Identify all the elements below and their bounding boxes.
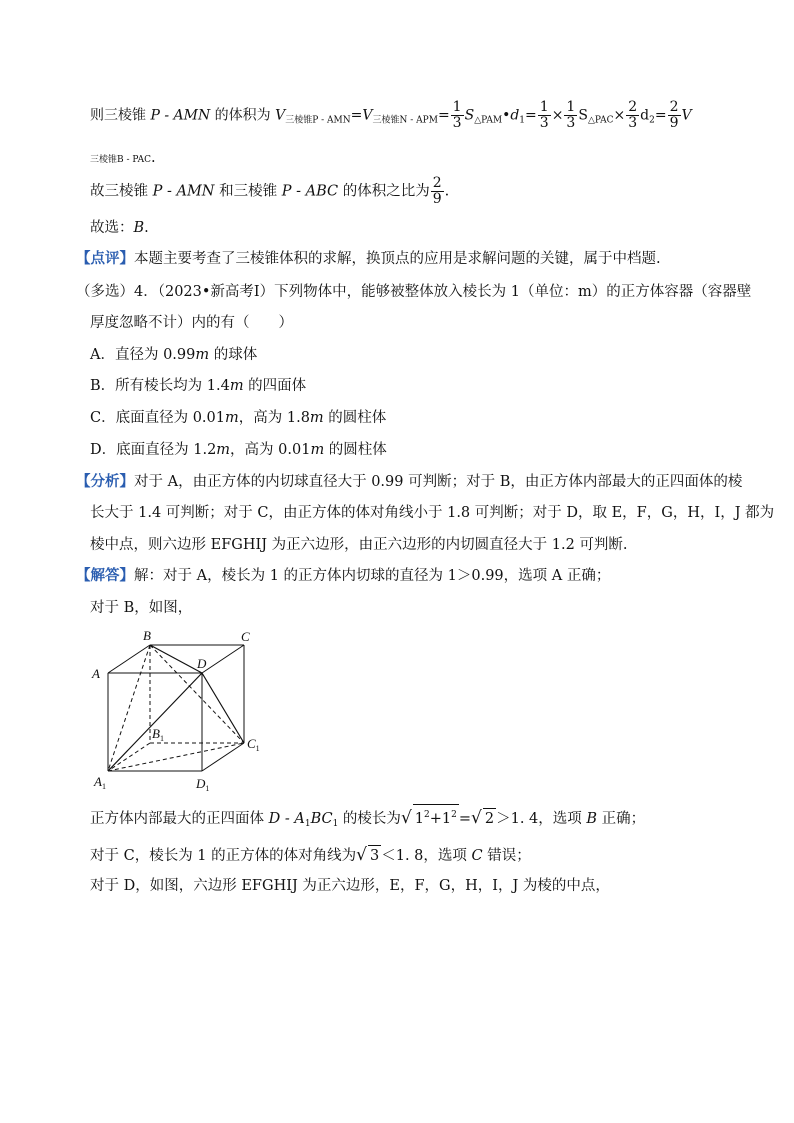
text: •: [502, 107, 511, 124]
text: A: [94, 774, 102, 789]
text: d: [640, 107, 650, 124]
text: 1: [159, 734, 164, 743]
text: 1: [205, 784, 210, 793]
text: BC: [310, 810, 333, 827]
text: P - AMN: [152, 183, 215, 200]
text: 2: [628, 99, 638, 115]
text: C: [471, 848, 483, 864]
text: =: [458, 810, 472, 827]
text: 和三棱锥: [214, 183, 282, 200]
text: D．底面直径为 1.2: [90, 442, 217, 458]
text: 则三棱锥: [90, 107, 151, 124]
text: 2: [669, 99, 679, 115]
text: 的圆柱体: [323, 410, 387, 426]
ratio-line: [90, 176, 449, 207]
fraction: [626, 100, 639, 131]
text: 对于 D，如图，六边形 EFGHIJ 为正六边形，E，F，G，H，I，J 为棱的中点，: [90, 878, 610, 894]
text: 的棱长为: [338, 810, 401, 827]
text: d: [510, 107, 520, 124]
analysis-tag: 【分析】: [76, 474, 134, 490]
text: D - A: [268, 810, 305, 827]
solution-line-2: [90, 598, 192, 618]
option-c-analysis-line: [90, 845, 531, 866]
text: ，高为 1.8: [238, 410, 310, 426]
text: 2: [451, 810, 457, 820]
text: 2: [649, 115, 655, 126]
label-c1: [247, 736, 260, 753]
text: .: [444, 183, 450, 200]
vertex-labels: [91, 628, 260, 793]
text: 三棱锥N - APM: [372, 115, 438, 126]
option-a: [90, 345, 257, 365]
option-c: [90, 408, 386, 428]
label-b1: [152, 726, 164, 743]
text: 1: [332, 818, 339, 829]
sqrt-body: 3: [368, 845, 381, 866]
fraction: [431, 176, 444, 207]
fraction: [564, 100, 577, 131]
label-d: D: [197, 656, 207, 671]
text: ＞1. 4，选项: [496, 810, 587, 827]
text: 棱中点，则六边形 EFGHIJ 为正六边形，由正六边形的内切圆直径大于 1.2 可判断.: [90, 537, 628, 553]
question-line-1: [76, 282, 751, 302]
text: 2: [424, 810, 430, 820]
text: 3: [566, 115, 576, 131]
text: 对于 A，由正方体的内切球直径大于 0.99 可判断；对于 B，由正方体内部最大的正四面体的棱: [134, 474, 743, 490]
text: S: [464, 107, 475, 124]
text: ×: [551, 107, 564, 124]
text: 9: [669, 115, 679, 131]
text: =: [525, 107, 537, 124]
text: 1: [414, 810, 425, 827]
comment-tag: 【点评】: [76, 251, 134, 267]
sqrt-body: [413, 804, 459, 829]
text: 本题主要考查了三棱锥体积的求解，换顶点的应用是求解问题的关键，属于中档题.: [134, 251, 661, 267]
text: 对于 B，如图，: [90, 600, 193, 616]
text: m: [309, 410, 324, 426]
text: m: [216, 442, 231, 458]
text: 的球体: [209, 347, 258, 363]
text: 9: [432, 191, 442, 207]
comment-line: [76, 249, 661, 269]
text: C: [247, 736, 256, 751]
fraction: [451, 100, 464, 131]
solution-line-1: [76, 566, 610, 586]
text: 厚度忽略不计）内的有（ ）: [90, 315, 293, 331]
text: △PAC: [587, 115, 614, 126]
answer-line: [90, 218, 149, 238]
text: B．所有棱长均为 1.4: [90, 378, 230, 394]
sqrt-sign: √: [356, 845, 367, 865]
text: 长大于 1.4 可判断；对于 C，由正方体的体对角线小于 1.8 可判断；对于 D，取 E，F，G，H，I，J 都为: [90, 505, 775, 521]
text: 的体积为: [210, 107, 276, 124]
text: P - AMN: [150, 107, 211, 124]
text: =: [654, 107, 667, 124]
text: △PAM: [474, 115, 503, 126]
text: 错误；: [482, 848, 531, 864]
text: m: [310, 442, 325, 458]
text: P - ABC: [281, 183, 339, 200]
text: 三棱锥P - AMN: [285, 115, 351, 126]
text: m: [225, 410, 239, 426]
text: 三棱锥B - PAC: [90, 155, 151, 165]
text: 1: [519, 115, 526, 126]
analysis-line-2: [90, 503, 774, 523]
text: 1: [452, 99, 462, 115]
option-d: [90, 440, 387, 460]
fraction: [538, 100, 551, 131]
label-b: B: [143, 628, 151, 643]
option-d-analysis-line: [90, 876, 610, 896]
text: 1: [255, 744, 260, 753]
text: =: [437, 107, 450, 124]
text: V: [275, 107, 286, 124]
text: 3: [628, 115, 638, 131]
question-line-2: [90, 313, 293, 333]
tetrahedron-edges: [108, 645, 244, 771]
text: V: [681, 107, 692, 124]
sqrt-sign: √: [400, 807, 412, 828]
sqrt-sign: √: [471, 807, 482, 828]
text: 解：对于 A，棱长为 1 的正方体内切球的直径为 1＞0.99，选项 A 正确；: [134, 568, 611, 584]
text: 故选：: [90, 220, 134, 236]
text: ，高为 0.01: [230, 442, 311, 458]
label-c: C: [241, 629, 250, 644]
text: .: [144, 220, 149, 236]
text: 对于 C，棱长为 1 的正方体的体对角线为: [90, 848, 357, 864]
text: A．直径为 0.99: [90, 347, 196, 363]
text: m: [229, 378, 244, 394]
tetrahedron-edge-line: [90, 804, 645, 834]
text: 的体积之比为: [338, 183, 430, 200]
text: 正方体内部最大的正四面体: [90, 810, 269, 827]
text: S: [578, 107, 588, 124]
analysis-line-3: [90, 535, 628, 555]
text: （多选）4．（2023•新高考Ⅰ）下列物体中，能够被整体放入棱长为 1（单位：m）的正方体容器（容器壁: [76, 284, 752, 300]
text: 正确；: [597, 810, 646, 827]
text: ＜1. 8，选项: [381, 848, 472, 864]
text: 1: [441, 810, 452, 827]
text: =: [350, 107, 363, 124]
text: 1: [566, 99, 576, 115]
cube-tetrahedron-figure: [88, 628, 278, 796]
label-a1: [93, 774, 106, 791]
text: m: [195, 347, 210, 363]
solution-tag: 【解答】: [76, 568, 134, 584]
text: 3: [539, 115, 549, 131]
sqrt-body: 2: [483, 808, 496, 829]
label-d1: [195, 776, 209, 793]
text: 1: [539, 99, 549, 115]
text: 3: [452, 115, 462, 131]
text: D: [196, 776, 206, 791]
text: ×: [613, 107, 626, 124]
text: 2: [432, 175, 442, 191]
volume-equation-line: [90, 100, 692, 131]
text: B: [152, 726, 160, 741]
text: +: [429, 810, 442, 827]
analysis-line-1: [76, 472, 742, 492]
option-b: [90, 376, 306, 396]
label-a: A: [92, 666, 100, 681]
text: 的圆柱体: [324, 442, 387, 458]
fraction: [668, 100, 681, 131]
text: C．底面直径为 0.01: [90, 410, 225, 426]
text: .: [151, 150, 156, 166]
text: 的四面体: [243, 378, 307, 394]
text: B: [133, 220, 145, 236]
text: V: [362, 107, 373, 124]
text: 1: [101, 782, 106, 791]
text: 1: [304, 818, 311, 829]
volume-subscript-line: [90, 148, 156, 170]
text: 故三棱锥: [90, 183, 153, 200]
text: B: [586, 810, 598, 827]
